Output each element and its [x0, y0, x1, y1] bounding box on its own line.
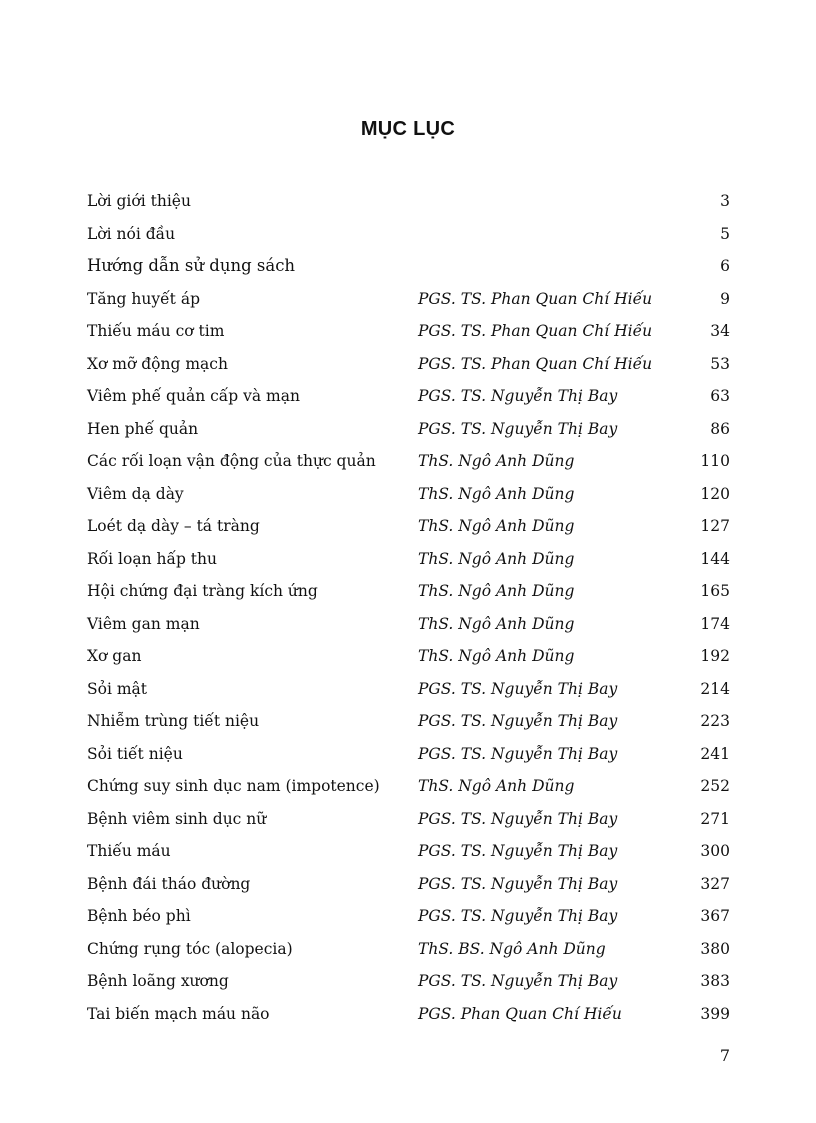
toc-entry-title: Các rối loạn vận động của thực quản	[87, 452, 376, 470]
toc-entry-page: 34	[710, 322, 730, 340]
toc-entry	[87, 543, 730, 576]
toc-entry-author: PGS. TS. Nguyễn Thị Bay	[418, 809, 618, 828]
toc-entry-title: Bệnh viêm sinh dục nữ	[87, 809, 267, 828]
toc-entry-author: ThS. Ngô Anh Dũng	[418, 484, 575, 503]
toc-entry-author: ThS. BS. Ngô Anh Dũng	[418, 939, 606, 958]
toc-entry-title: Chứng suy sinh dục nam (impotence)	[87, 777, 380, 795]
toc-entry-page: 144	[700, 549, 730, 568]
page-number: 7	[719, 1046, 730, 1065]
toc-entry	[87, 900, 730, 933]
toc-entry-page: 214	[700, 679, 730, 698]
toc-entry-author: ThS. Ngô Anh Dũng	[418, 452, 575, 470]
toc-entry-author: ThS. Ngô Anh Dũng	[418, 549, 575, 568]
toc-entry-title: Viêm dạ dày	[87, 484, 184, 503]
toc-entry-title: Bệnh béo phì	[87, 907, 191, 925]
toc-entry	[87, 413, 730, 446]
toc-entry-title: Loét dạ dày – tá tràng	[87, 517, 260, 535]
toc-entry-author: PGS. TS. Phan Quan Chí Hiếu	[418, 354, 653, 373]
toc-entry-author: ThS. Ngô Anh Dũng	[418, 517, 575, 535]
toc-entry	[87, 673, 730, 706]
toc-entry-title: Tai biến mạch máu não	[87, 1004, 270, 1023]
toc-entry-title: Hội chứng đại tràng kích ứng	[87, 582, 318, 600]
toc-entry-title: Tăng huyết áp	[87, 289, 200, 308]
toc-entry	[87, 478, 730, 511]
toc-entry-author: PGS. TS. Phan Quan Chí Hiếu	[418, 289, 653, 308]
toc-entry-title: Viêm phế quản cấp và mạn	[87, 387, 300, 405]
toc-entry-page: 5	[720, 224, 730, 243]
toc-entry	[87, 965, 730, 998]
toc-entry-page: 110	[700, 452, 730, 470]
toc-entry	[87, 868, 730, 901]
toc-entry-title: Xơ mỡ động mạch	[87, 354, 228, 373]
toc-entry-title: Chứng rụng tóc (alopecia)	[87, 939, 293, 958]
toc-entry-page: 327	[700, 874, 730, 893]
toc-entry-title: Hướng dẫn sử dụng sách	[87, 256, 296, 275]
toc-entry	[87, 380, 730, 413]
toc-entry-author: PGS. TS. Nguyễn Thị Bay	[418, 712, 618, 730]
toc-entry-page: 9	[720, 289, 730, 308]
toc-entry-title: Rối loạn hấp thu	[87, 549, 218, 568]
toc-entry	[87, 933, 730, 966]
table-of-contents	[87, 185, 730, 1030]
toc-entry-page: 252	[700, 777, 730, 795]
toc-entry-title: Thiếu máu cơ tim	[87, 322, 225, 340]
toc-entry-title: Sỏi mật	[87, 679, 148, 698]
toc-entry-page: 174	[700, 614, 730, 633]
toc-entry-author: PGS. TS. Nguyễn Thị Bay	[418, 907, 618, 925]
toc-entry-page: 53	[710, 354, 730, 373]
toc-entry	[87, 608, 730, 641]
toc-entry	[87, 738, 730, 771]
toc-entry-page: 3	[720, 192, 730, 210]
toc-entry-author: PGS. TS. Nguyễn Thị Bay	[418, 842, 618, 860]
toc-entry-author: ThS. Ngô Anh Dũng	[418, 647, 575, 665]
toc-entry-title: Viêm gan mạn	[87, 614, 200, 633]
toc-entry	[87, 315, 730, 348]
toc-entry	[87, 283, 730, 316]
toc-entry	[87, 803, 730, 836]
toc-entry-title: Lời giới thiệu	[87, 192, 191, 210]
toc-entry-page: 300	[700, 842, 730, 860]
toc-entry	[87, 575, 730, 608]
toc-entry-page: 192	[700, 647, 730, 665]
toc-entry	[87, 770, 730, 803]
toc-entry-page: 380	[700, 939, 730, 958]
toc-entry-page: 399	[700, 1004, 730, 1023]
toc-entry-page: 241	[700, 744, 730, 763]
toc-entry	[87, 445, 730, 478]
toc-entry-page: 120	[700, 484, 730, 503]
toc-entry-title: Lời nói đầu	[87, 224, 176, 243]
toc-entry-title: Thiếu máu	[87, 842, 171, 860]
toc-entry-page: 86	[710, 419, 730, 438]
toc-entry	[87, 835, 730, 868]
toc-entry	[87, 640, 730, 673]
toc-entry-title: Nhiễm trùng tiết niệu	[87, 712, 260, 730]
toc-entry-page: 271	[700, 809, 730, 828]
toc-entry-author: PGS. TS. Nguyễn Thị Bay	[418, 744, 618, 763]
toc-entry-page: 223	[700, 712, 730, 730]
toc-entry-title: Xơ gan	[87, 647, 142, 665]
toc-entry	[87, 998, 730, 1031]
toc-entry-author: ThS. Ngô Anh Dũng	[418, 614, 575, 633]
toc-entry	[87, 510, 730, 543]
toc-entry-author: PGS. TS. Nguyễn Thị Bay	[418, 419, 618, 438]
toc-entry-author: PGS. TS. Nguyễn Thị Bay	[418, 972, 618, 990]
toc-entry-page: 6	[720, 257, 730, 275]
toc-entry-author: PGS. TS. Nguyễn Thị Bay	[418, 679, 618, 698]
toc-entry-page: 367	[700, 907, 730, 925]
toc-entry	[87, 705, 730, 738]
toc-entry	[87, 348, 730, 381]
page-title: MỤC LỤC	[360, 118, 456, 140]
toc-entry-author: PGS. TS. Nguyễn Thị Bay	[418, 874, 618, 893]
toc-entry-author: PGS. Phan Quan Chí Hiếu	[418, 1004, 622, 1023]
toc-entry-author: ThS. Ngô Anh Dũng	[418, 582, 575, 600]
toc-entry	[87, 218, 730, 251]
toc-entry-title: Bệnh loãng xương	[87, 972, 229, 990]
toc-entry	[87, 185, 730, 218]
toc-entry-author: ThS. Ngô Anh Dũng	[418, 777, 575, 795]
toc-entry-author: PGS. TS. Phan Quan Chí Hiếu	[418, 322, 653, 340]
toc-entry-title: Bệnh đái tháo đường	[87, 874, 251, 893]
toc-entry-page: 165	[700, 582, 730, 600]
toc-entry-author: PGS. TS. Nguyễn Thị Bay	[418, 387, 618, 405]
toc-entry-title: Sỏi tiết niệu	[87, 744, 183, 763]
toc-entry-page: 383	[700, 972, 730, 990]
toc-entry-page: 127	[700, 517, 730, 535]
toc-entry-title: Hen phế quản	[87, 419, 199, 438]
toc-entry	[87, 250, 730, 283]
toc-entry-page: 63	[710, 387, 730, 405]
